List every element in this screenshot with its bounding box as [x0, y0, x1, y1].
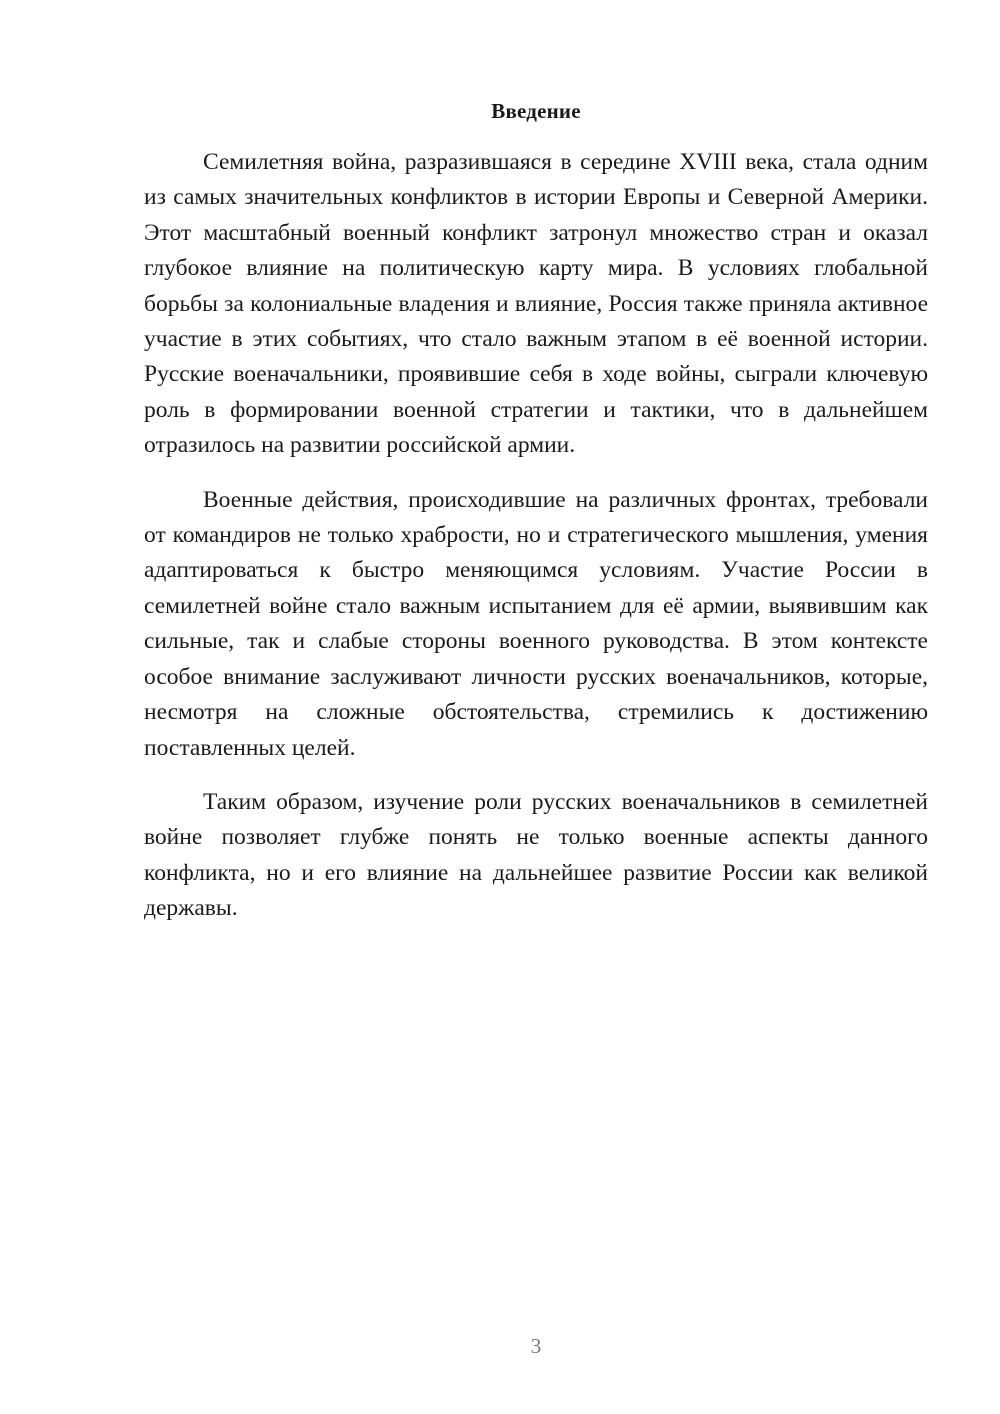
page-body — [144, 95, 928, 927]
paragraph-3: Таким образом, изучение роли русских военачальников в семилетней войне позволяет глубже понять не только военные аспекты данного конфликта, но и его влияние на дальнейшее развитие России как великой державы. — [144, 788, 928, 922]
page-number: 3 — [530, 1334, 542, 1358]
paragraph-2: Военные действия, происходившие на различных фронтах, требовали от командиров не только храбрости, но и стратегического мышления, умения адаптироваться к быстро меняющимся условиям. Участие России в семилетней войне стало важным испытанием для её армии, выявившим как сильные, так и слабые стороны военного руководства. В этом контексте особое внимание заслуживают личности русских военачальников, которые, несмотря на сложные обстоятельства, стремились к достижению поставленных целей. — [144, 486, 928, 761]
paragraph-1: Семилетняя война, разразившаяся в середине XVIII века, стала одним из самых значительных конфликтов в истории Европы и Северной Америки. Этот масштабный военный конфликт затронул множество стран и оказал глубокое влияние на политическую карту мира. В условиях глобальной борьбы за колониальные владения и влияние, Россия также приняла активное участие в этих событиях, что стало важным этапом в её военной истории. Русские военачальники, проявившие себя в ходе войны, сыграли ключевую роль в формировании военной стратегии и тактики, что в дальнейшем отразилось на развитии российской армии. — [144, 149, 928, 459]
section-heading: Введение — [491, 99, 581, 123]
